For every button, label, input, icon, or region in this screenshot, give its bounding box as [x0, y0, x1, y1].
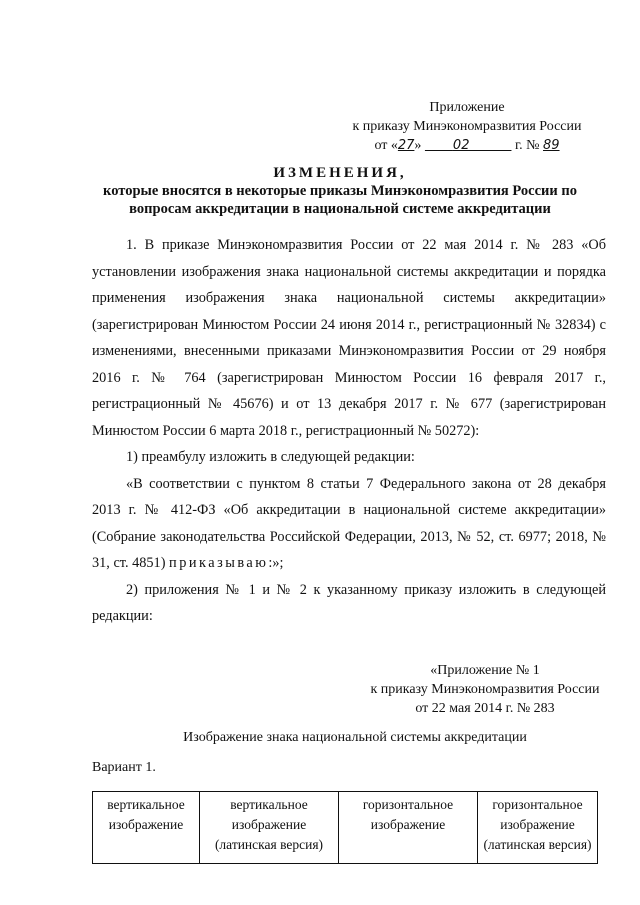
paragraph-2: 1) преамбулу изложить в следующей редакции:: [126, 449, 415, 465]
appendix-label: Приложение: [429, 100, 505, 115]
appendix-header: [332, 98, 602, 155]
variant-label: Вариант 1.: [92, 760, 156, 775]
table-cell: горизонтальное изображение (латинская версия): [478, 792, 598, 864]
appendix-number: 89: [543, 138, 560, 153]
document-body: [92, 232, 606, 630]
appendix-month: 02: [452, 138, 470, 153]
table-cell: горизонтальное изображение: [339, 792, 478, 864]
image-caption: Изображение знака национальной системы аккредитации: [183, 730, 527, 745]
document-title: [60, 164, 620, 218]
sub-appendix-header: «Приложение № 1 к приказу Минэкономразвития России от 22 мая 2014 г. № 283: [370, 663, 600, 716]
appendix-date-line: от «27» 02 г. № 89: [374, 138, 560, 153]
appendix-day: 27: [397, 138, 415, 153]
appendix-order-ref: к приказу Минэкономразвития России: [352, 119, 582, 134]
title-sub-1: которые вносятся в некоторые приказы Минэкономразвития России по: [103, 183, 577, 199]
sign-image-table: [92, 791, 598, 864]
paragraph-3: «В соответствии с пунктом 8 статьи 7 Федерального закона от 28 декабря 2013 г. № 412-ФЗ «Об аккредитации в национальной системе аккредитации» (Собрание законодательства Российской Федерации, 2013, № 52, ст. 6977; 2018, № 31, ст. 4851) приказываю:»;: [92, 475, 606, 571]
table-cell: вертикальное изображение: [93, 792, 200, 864]
title-sub-2: вопросам аккредитации в национальной системе аккредитации: [129, 201, 551, 217]
table-row: [93, 792, 598, 864]
table-cell: вертикальное изображение (латинская версия): [200, 792, 339, 864]
order-word: приказываю: [169, 555, 269, 571]
title-main: ИЗМЕНЕНИЯ,: [273, 165, 407, 181]
paragraph-1: 1. В приказе Минэкономразвития России от 22 мая 2014 г. № 283 «Об установлении изображения знака национальной системы аккредитации и порядка применения изображения знака национальной системы аккредитации» (зарегистрирован Минюстом России 24 июня 2014 г., регистрационный № 32834) с изменениями, внесенными приказами Минэкономразвития России от 29 ноября 2016 г. № 764 (зарегистрирован Минюстом России 16 февраля 2017 г., регистрационный № 45676) и от 13 декабря 2017 г. № 677 (зарегистрирован Минюстом России 6 марта 2018 г., регистрационный № 50272):: [92, 237, 606, 439]
paragraph-4: 2) приложения № 1 и № 2 к указанному приказу изложить в следующей редакции:: [92, 581, 606, 624]
